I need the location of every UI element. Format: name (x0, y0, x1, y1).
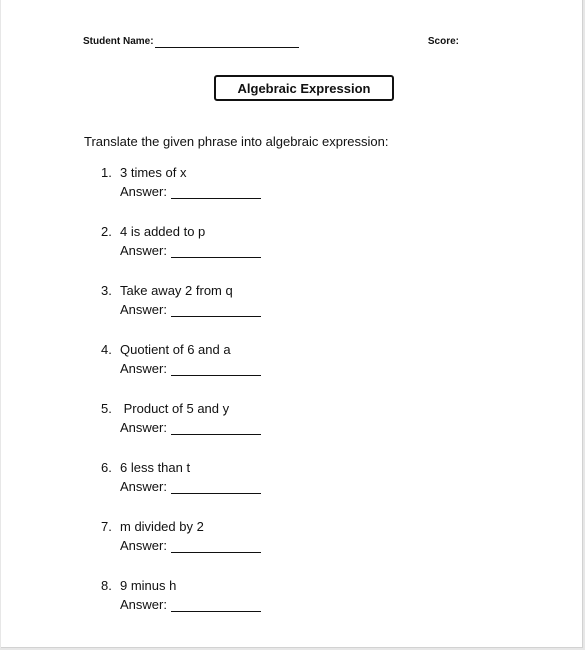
answer-row (101, 538, 321, 558)
question-row (101, 224, 321, 242)
question-item (101, 283, 321, 322)
worksheet-page (1, 0, 583, 648)
title-text: Algebraic Expression (237, 80, 371, 96)
answer-blank (171, 316, 261, 317)
answer-blank (171, 257, 261, 258)
answer-label: Answer: (120, 302, 167, 317)
question-row (101, 578, 321, 596)
question-number: 1. (101, 165, 112, 180)
answer-label: Answer: (120, 420, 167, 435)
question-text: m divided by 2 (120, 519, 204, 534)
question-text: 6 less than t (120, 460, 191, 475)
question-row (101, 342, 321, 360)
question-row (101, 165, 321, 183)
answer-blank (171, 552, 261, 553)
student-name-blank (155, 47, 299, 48)
question-row (101, 519, 321, 537)
answer-row (101, 479, 321, 499)
answer-label: Answer: (120, 184, 167, 199)
answer-label: Answer: (120, 361, 167, 376)
question-text: Product of 5 and y (120, 401, 230, 416)
answer-row (101, 302, 321, 322)
question-number: 3. (101, 283, 112, 298)
question-item (101, 401, 321, 440)
answer-blank (171, 434, 261, 435)
question-text: 9 minus h (120, 578, 177, 593)
score-label: Score: (427, 36, 459, 47)
answer-blank (171, 611, 261, 612)
answer-row (101, 597, 321, 617)
answer-row (101, 420, 321, 440)
answer-row (101, 184, 321, 204)
answer-label: Answer: (120, 479, 167, 494)
answer-blank (171, 375, 261, 376)
answer-label: Answer: (120, 243, 167, 258)
question-item (101, 519, 321, 558)
question-item (101, 342, 321, 381)
answer-blank (171, 198, 261, 199)
question-number: 7. (101, 519, 112, 534)
question-text: Take away 2 from q (120, 283, 233, 298)
question-row (101, 401, 321, 419)
worksheet-title (214, 75, 394, 101)
instructions-text: Translate the given phrase into algebraic expression: (84, 134, 389, 149)
question-item (101, 578, 321, 617)
answer-label: Answer: (120, 538, 167, 553)
question-row (101, 283, 321, 301)
question-text: 4 is added to p (120, 224, 206, 239)
question-item (101, 224, 321, 263)
question-number: 5. (101, 401, 112, 416)
answer-blank (171, 493, 261, 494)
question-number: 4. (101, 342, 112, 357)
question-number: 6. (101, 460, 112, 475)
answer-label: Answer: (120, 597, 167, 612)
answer-row (101, 243, 321, 263)
question-text: Quotient of 6 and a (120, 342, 231, 357)
question-row (101, 460, 321, 478)
question-item (101, 165, 321, 204)
question-number: 8. (101, 578, 112, 593)
answer-row (101, 361, 321, 381)
question-text: 3 times of x (120, 165, 187, 180)
question-number: 2. (101, 224, 112, 239)
header-row (83, 36, 459, 50)
question-item (101, 460, 321, 499)
student-name-label: Student Name: (83, 36, 154, 47)
